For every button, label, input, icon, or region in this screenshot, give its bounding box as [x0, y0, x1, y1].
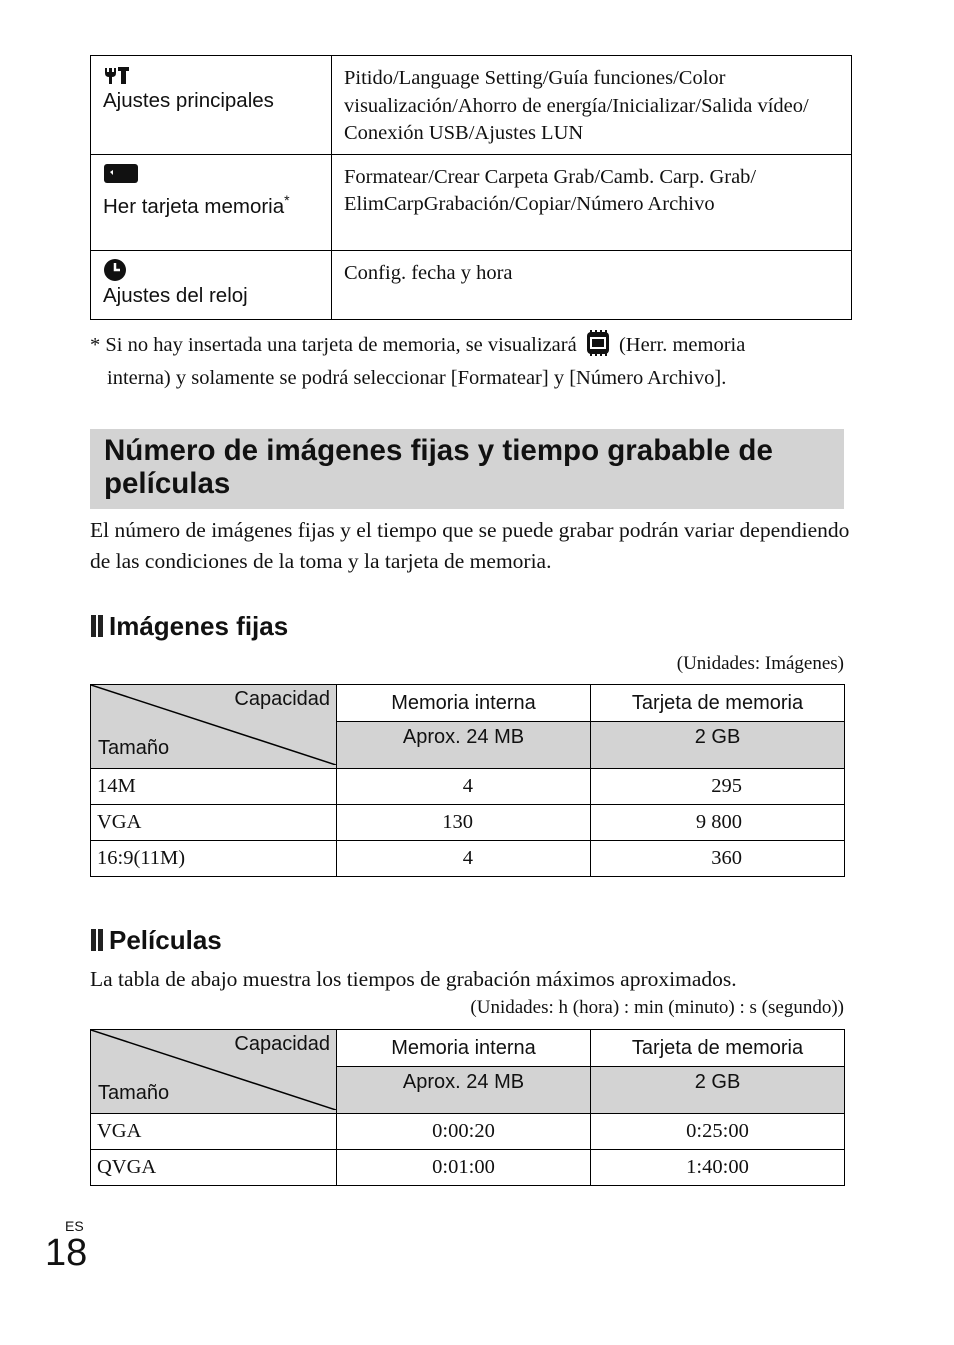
row-size: VGA	[91, 805, 337, 841]
column-subheader-card: 2 GB	[591, 1067, 845, 1114]
settings-category	[91, 56, 332, 155]
settings-row	[91, 154, 852, 250]
asterisk: *	[284, 191, 290, 208]
row-size: QVGA	[91, 1150, 337, 1186]
movies-table	[90, 1029, 845, 1186]
settings-category	[91, 154, 332, 250]
table-row	[91, 1150, 845, 1186]
movies-heading	[90, 925, 222, 955]
footnote-line1-end: (Herr. memoria	[618, 334, 746, 356]
settings-category-label: Ajustes del reloj	[103, 283, 248, 307]
still-images-table	[90, 684, 845, 877]
movies-units: (Unidades: h (hora) : min (minuto) : s (segundo))	[470, 997, 844, 1018]
size-label: Tamaño	[98, 1082, 170, 1104]
column-header-internal: Memoria interna	[337, 1030, 591, 1067]
wrench-icon	[103, 62, 321, 88]
heading-marker-icon	[90, 615, 105, 637]
settings-description: Config. fecha y hora	[332, 250, 852, 319]
settings-category	[91, 250, 332, 319]
settings-category-label: Ajustes principales	[103, 89, 274, 112]
page-number: 18	[45, 1232, 88, 1274]
capacity-label: Capacidad	[234, 688, 330, 710]
settings-description: Pitido/Language Setting/Guía funciones/Color visualización/Ahorro de energía/Inicializar/Salida vídeo/ Conexión USB/Ajustes LUN	[332, 56, 852, 155]
table-header-row	[91, 1030, 845, 1067]
row-internal-value: 130	[337, 805, 591, 841]
heading-marker-icon	[90, 929, 105, 951]
row-size: 16:9(11M)	[91, 841, 337, 877]
column-subheader-internal: Aprox. 24 MB	[337, 1067, 591, 1114]
section-intro: El número de imágenes fijas y el tiempo que se puede grabar podrán variar dependiendo de las condiciones de la toma y la tarjeta de memoria.	[90, 518, 850, 573]
table-header-row	[91, 685, 845, 722]
column-header-card: Tarjeta de memoria	[591, 1030, 845, 1067]
table-row	[91, 1114, 845, 1150]
movies-intro: La tabla de abajo muestra los tiempos de grabación máximos aproximados.	[90, 967, 737, 991]
still-images-heading-text: Imágenes fijas	[109, 611, 289, 641]
settings-category-label: Her tarjeta memoria	[103, 194, 285, 218]
row-card-value: 9 800	[591, 805, 845, 841]
size-label: Tamaño	[98, 737, 170, 759]
footnote	[90, 330, 830, 392]
row-size: VGA	[91, 1114, 337, 1150]
settings-row	[91, 250, 852, 319]
page-language: ES	[65, 1218, 84, 1234]
memory-card-icon	[103, 161, 321, 187]
column-header-card: Tarjeta de memoria	[591, 685, 845, 722]
row-card-value: 295	[591, 769, 845, 805]
footnote-line1-start: * Si no hay insertada una tarjeta de memoria, se visualizará	[90, 334, 577, 356]
table-row	[91, 769, 845, 805]
section-banner	[90, 429, 844, 509]
row-card-value: 0:25:00	[591, 1114, 845, 1150]
row-card-value: 360	[591, 841, 845, 877]
row-card-value: 1:40:00	[591, 1150, 845, 1186]
movies-heading-text: Películas	[109, 925, 222, 955]
row-size: 14M	[91, 769, 337, 805]
internal-memory-icon	[584, 330, 612, 364]
row-internal-value: 4	[337, 769, 591, 805]
still-images-heading	[90, 611, 288, 641]
row-internal-value: 4	[337, 841, 591, 877]
section-title: Número de imágenes fijas y tiempo grabable de películas	[104, 434, 773, 500]
diagonal-header-cell	[91, 1030, 337, 1114]
settings-table	[90, 55, 852, 320]
capacity-label: Capacidad	[234, 1033, 330, 1055]
table-row	[91, 805, 845, 841]
row-internal-value: 0:00:20	[337, 1114, 591, 1150]
clock-icon	[103, 257, 321, 283]
settings-row	[91, 56, 852, 155]
column-header-internal: Memoria interna	[337, 685, 591, 722]
column-subheader-card: 2 GB	[591, 722, 845, 769]
row-internal-value: 0:01:00	[337, 1150, 591, 1186]
footnote-line2: interna) y solamente se podrá seleccionar [Formatear] y [Número Archivo].	[107, 367, 727, 389]
still-images-units: (Unidades: Imágenes)	[676, 653, 844, 674]
diagonal-header-cell	[91, 685, 337, 769]
settings-description: Formatear/Crear Carpeta Grab/Camb. Carp. Grab/ ElimCarpGrabación/Copiar/Número Archivo	[332, 154, 852, 250]
column-subheader-internal: Aprox. 24 MB	[337, 722, 591, 769]
table-row	[91, 841, 845, 877]
